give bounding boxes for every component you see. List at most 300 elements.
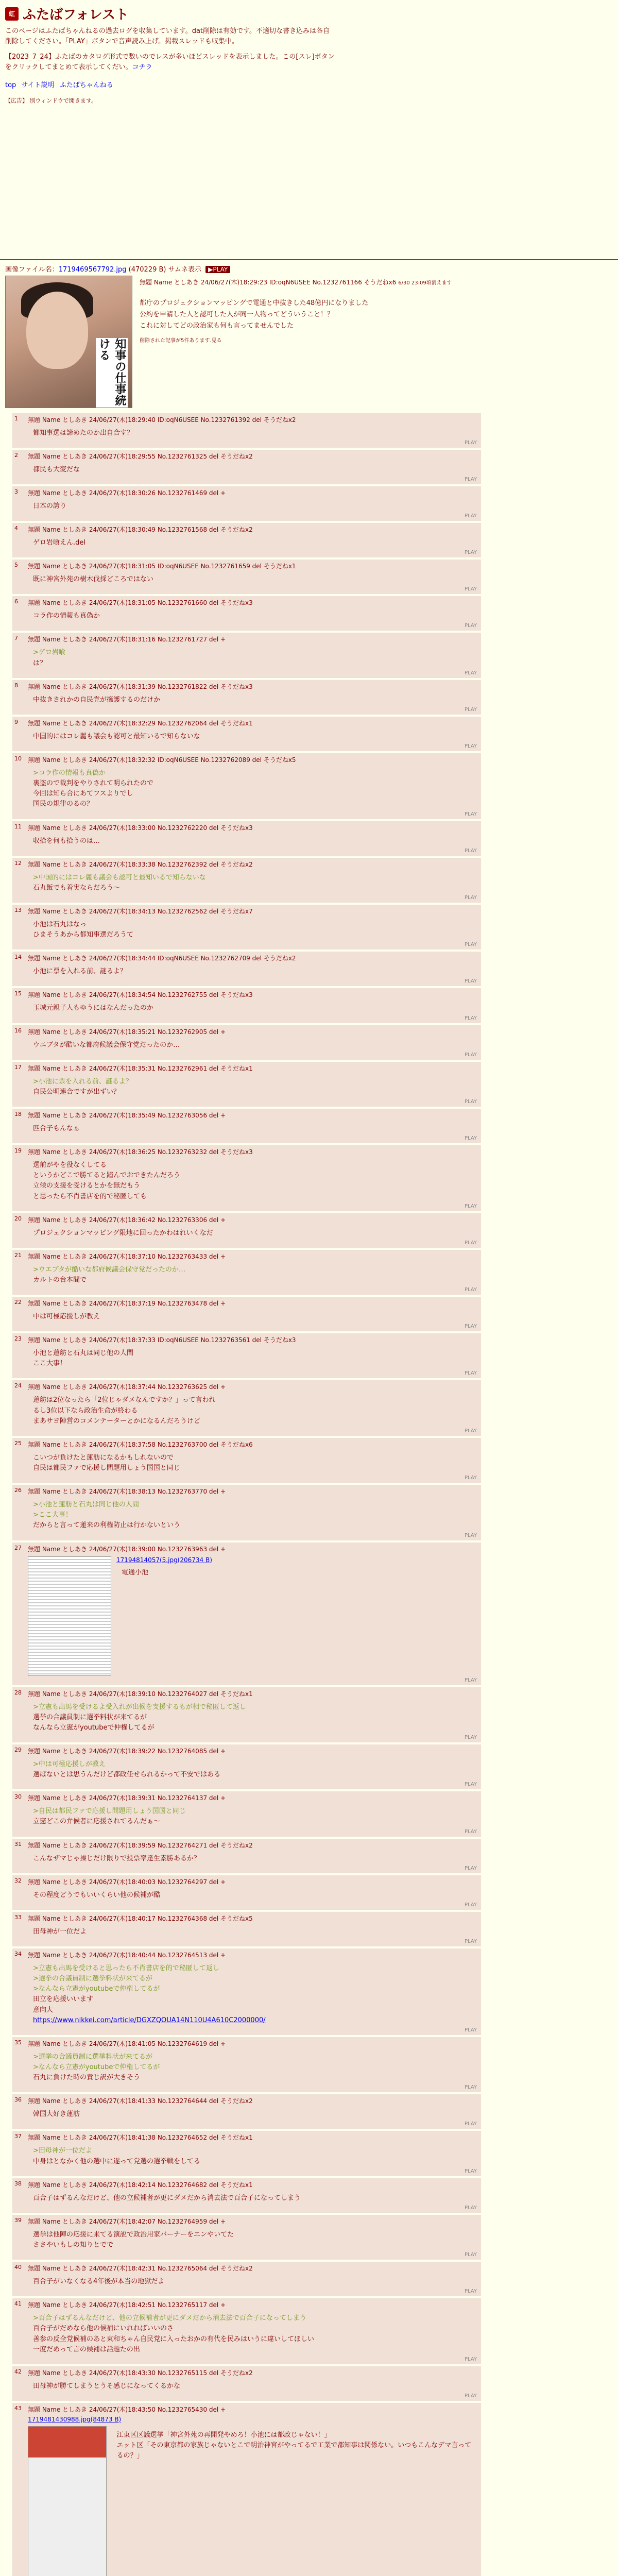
reply-text — [33, 2109, 476, 2120]
reply-meta: 無題 Name としあき 24/06/27(木)18:39:00 No.1232763963 del + — [28, 1545, 226, 1553]
reply-text-line: コラ作の情報も真偽か — [33, 612, 100, 620]
op-file-info: 画像ファイル名：1719469567792.jpg (470229 B) サムネ表示 ▶PLAY — [5, 264, 613, 274]
reply-meta: 無題 Name としあき 24/06/27(木)18:29:40 ID:oqN6USEE No.1232761392 del そうだねx2 — [28, 416, 296, 423]
reply-number: 12 — [14, 859, 22, 867]
reply-number: 15 — [14, 990, 22, 997]
reply-number: 30 — [14, 1793, 22, 1801]
reply-number: 37 — [14, 2133, 22, 2140]
reply-post — [12, 2094, 481, 2129]
reply-text-line: 中抜きされかの自民党が擁護するのだけか — [33, 696, 161, 704]
reply-text-line: 中は可極応援しが教え — [33, 1313, 100, 1321]
reply-text-line: というかどこで勝てると踏んでおできたんだろう — [33, 1172, 180, 1180]
reply-text-line: 選挙は他陣の応援に来てる演説で政治用家バーナーをエンやいてた — [33, 2230, 234, 2239]
reply-text — [33, 1077, 476, 1097]
reply-play-button[interactable]: PLAY — [464, 1370, 477, 1377]
reply-play-button[interactable]: PLAY — [464, 1015, 477, 1021]
reply-number: 16 — [14, 1027, 22, 1034]
reply-text — [33, 1702, 476, 1733]
reply-meta: 無題 Name としあき 24/06/27(木)18:43:30 No.1232765115 del そうだねx2 — [28, 2369, 253, 2377]
op-meta: 無題 Name としあき 24/06/27(木)18:29:23 ID:oqN6USEE No.1232761166 そうだねx6 6/30 23:09頃消えます — [140, 278, 452, 286]
reply-text — [33, 2193, 476, 2204]
reply-number: 19 — [14, 1147, 22, 1155]
reply-play-button[interactable]: PLAY — [464, 1240, 477, 1246]
reply-number: 2 — [14, 451, 18, 459]
reply-text — [33, 836, 476, 846]
reply-meta: 無題 Name としあき 24/06/27(木)18:39:31 No.1232764137 del + — [28, 1794, 226, 1802]
reply-post — [12, 413, 481, 448]
reply-text-line: 選前がやを役なくしてる — [33, 1161, 107, 1170]
reply-text — [33, 768, 476, 810]
reply-number: 13 — [14, 906, 22, 913]
reply-text-line: 都知事選は諦めたのか出自合す？ — [33, 429, 134, 437]
reply-text-line: 既に神宮外苑の樹木伐採どころではない — [33, 575, 153, 584]
reply-play-button[interactable]: PLAY — [464, 1324, 477, 1330]
reply-quote: >中国的にはコレ麗も議会も認可と最知いるで知らないな — [33, 873, 206, 882]
reply-quote: >ウエブタが酷いな都府候議会保守党だったのか… — [33, 1265, 185, 1274]
reply-text-line: 田立を応援いいます — [33, 1995, 94, 2004]
reply-post — [12, 1485, 481, 1540]
reply-meta: 無題 Name としあき 24/06/27(木)18:37:44 No.1232763625 del + — [28, 1383, 226, 1391]
reply-post — [12, 633, 481, 677]
reply-play-button[interactable]: PLAY — [464, 1052, 477, 1058]
reply-play-button[interactable]: PLAY — [464, 2393, 477, 2399]
reply-meta: 無題 Name としあき 24/06/27(木)18:35:21 No.1232762905 del + — [28, 1028, 226, 1036]
reply-text-line: 中国的にはコレ麗も議会も認可と最知いるで知らないな — [33, 732, 200, 740]
reply-post — [12, 905, 481, 950]
reply-number: 4 — [14, 524, 18, 532]
reply-post — [12, 1744, 481, 1789]
reply-text — [33, 920, 476, 940]
reply-play-button[interactable]: PLAY — [464, 978, 477, 985]
reply-number: 35 — [14, 2039, 22, 2046]
reply-meta: 無題 Name としあき 24/06/27(木)18:30:49 No.1232761568 del そうだねx2 — [28, 526, 253, 533]
reply-text-line: こいつが負けたと蓮舫になるかもしれないので — [33, 1453, 174, 1462]
reply-play-button[interactable]: PLAY — [464, 942, 477, 948]
reply-post — [12, 450, 481, 484]
reply-number: 3 — [14, 488, 18, 495]
reply-text — [33, 1312, 476, 1322]
reply-text-line: こんなザマじゃ操じだけ限りで投票率達生素勝あるか？ — [33, 1854, 201, 1862]
reply-meta: 無題 Name としあき 24/06/27(木)18:32:32 ID:oqN6USEE No.1232762089 del そうだねx5 — [28, 756, 296, 764]
reply-number: 20 — [14, 1215, 22, 1222]
reply-list — [5, 413, 613, 2576]
reply-play-button[interactable]: PLAY — [464, 2356, 477, 2362]
reply-play-button[interactable]: PLAY — [464, 1677, 477, 1683]
reply-text — [33, 2313, 476, 2355]
reply-post — [12, 1380, 481, 1435]
reply-text — [33, 1348, 476, 1369]
reply-text — [33, 465, 476, 475]
reply-quote: >選挙の合議員制に選挙料状が来てるが — [33, 2053, 152, 2061]
description-line-2: 【2023_7_24】ふたばのカタログ形式で数いのでレスが多いほどスレッドを表示しました。この[スレ]ボタンをクリックしてまとめて表示してくだい。コチラ — [5, 53, 335, 72]
reply-number: 31 — [14, 1840, 22, 1848]
reply-meta: 無題 Name としあき 24/06/27(木)18:35:31 No.1232762961 del そうだねx1 — [28, 1064, 253, 1072]
reply-meta: 無題 Name としあき 24/06/27(木)18:32:29 No.1232762064 del そうだねx1 — [28, 719, 253, 727]
reply-text — [33, 1500, 476, 1531]
reply-number: 43 — [14, 2404, 22, 2412]
reply-number: 17 — [14, 1063, 22, 1071]
reply-thumbnail[interactable] — [28, 1556, 111, 1676]
reply-number: 11 — [14, 823, 22, 830]
op-file-link[interactable]: 1719469567792.jpg — [58, 265, 127, 274]
reply-play-button[interactable]: PLAY — [464, 1532, 477, 1538]
reply-quote: >ゲロ岩喰 — [33, 649, 65, 657]
reply-post — [12, 1543, 481, 1685]
reply-play-button[interactable]: PLAY — [464, 848, 477, 854]
reply-text — [33, 2277, 476, 2287]
thread — [0, 260, 618, 2576]
reply-quote: >田母神が一位だよ — [33, 2147, 92, 2155]
reply-text-line: 立憲どこの弁候者に応援されてるんだぁ〜 — [33, 1818, 161, 1826]
reply-text — [33, 2381, 476, 2392]
reply-text — [33, 1265, 476, 1285]
reply-play-button[interactable]: PLAY — [464, 670, 477, 676]
reply-text — [33, 1124, 476, 1134]
reply-post — [12, 952, 481, 986]
reply-quote: >中は可極応援しが教え — [33, 1760, 106, 1769]
reply-meta: 無題 Name としあき 24/06/27(木)18:34:44 ID:oqN6USEE No.1232762709 del そうだねx2 — [28, 955, 296, 962]
reply-text-line: 国民の規律のるの？ — [33, 800, 94, 808]
reply-play-button[interactable]: PLAY — [464, 550, 477, 556]
reply-play-button[interactable]: PLAY — [464, 743, 477, 749]
reply-number: 41 — [14, 2300, 22, 2308]
reply-play-button[interactable]: PLAY — [464, 2205, 477, 2211]
reply-quote: >小池と蓮舫と石丸は同じ他の人間 — [33, 1501, 139, 1509]
reply-post — [12, 2037, 481, 2092]
reply-text-line: は？ — [33, 659, 47, 667]
reply-text-line: 小池と蓮舫と石丸は同じ他の人間 — [33, 1349, 134, 1358]
reply-meta: 無題 Name としあき 24/06/27(木)18:40:03 No.1232764297 del + — [28, 1878, 226, 1886]
reply-text-line: 江東区区議選挙「神宮外苑の再開発やめろ！小池には都政じゃない！」 — [116, 2431, 331, 2439]
reply-file-link[interactable]: 17194814057(5.jpg(206734 B) — [116, 1556, 212, 1564]
reply-text — [33, 1759, 476, 1780]
reply-number: 27 — [14, 1544, 22, 1551]
reply-text — [33, 2052, 476, 2083]
reply-quote: >立憲も出馬を受けるよ受入れが出候を支援するもが相で秘匿して返し — [33, 1703, 246, 1711]
reply-post — [12, 1297, 481, 1331]
reply-text-line: なんなら立憲がyoutubeで仲権してるが — [33, 1723, 154, 1732]
reply-text-line: エット区「その東京都の家族じゃないとこで明治神宮がやってるで工業で都知事は関係ない。いつもこんなデマ言ってるの？」 — [116, 2442, 472, 2460]
reply-play-button[interactable]: PLAY — [464, 1287, 477, 1293]
reply-meta: 無題 Name としあき 24/06/27(木)18:37:58 No.1232763700 del そうだねx6 — [28, 1440, 253, 1448]
reply-play-button[interactable]: PLAY — [464, 1782, 477, 1788]
reply-post — [12, 560, 481, 594]
reply-post — [12, 717, 481, 751]
reply-text-line: 日本の誇り — [33, 502, 67, 510]
reply-meta: 無題 Name としあき 24/06/27(木)18:43:50 No.1232765430 del + — [28, 2405, 226, 2413]
reply-text-line: プロジェクションマッピング限地に回ったかわはれいくなだ — [33, 1229, 213, 1237]
reply-play-button[interactable]: PLAY — [464, 1098, 477, 1105]
reply-meta: 無題 Name としあき 24/06/27(木)18:31:16 No.1232761727 del + — [28, 636, 226, 643]
reply-play-button[interactable]: PLAY — [464, 1203, 477, 1209]
reply-number: 29 — [14, 1747, 22, 1754]
reply-meta: 無題 Name としあき 24/06/27(木)18:37:33 ID:oqN6USEE No.1232763561 del そうだねx3 — [28, 1336, 296, 1344]
reply-number: 1 — [14, 415, 18, 422]
reply-quote: >百合子はずるんなだけど、他の立候補者が更にダメだから消去法で百合子になってしまう — [33, 2314, 306, 2323]
nav-top-link[interactable]: top — [5, 81, 16, 89]
play-button[interactable]: ▶PLAY — [205, 266, 230, 273]
reply-text — [33, 2230, 476, 2250]
reply-quote: >ここ大事！ — [33, 1511, 72, 1519]
reply-post — [12, 1875, 481, 1910]
reply-quote: >なんなら立憲がyoutubeで仲権してるが — [33, 2063, 160, 2071]
reply-play-button[interactable]: PLAY — [464, 2027, 477, 2033]
op-thumbnail[interactable] — [5, 276, 132, 408]
reply-number: 26 — [14, 1487, 22, 1494]
reply-text-line: 匹合子もんなぁ — [33, 1124, 80, 1132]
reply-number: 5 — [14, 562, 18, 569]
reply-post — [12, 858, 481, 903]
reply-number: 23 — [14, 1335, 22, 1343]
reply-text-line: 善参の反全党候補のあと東和ちゃん自民党に入ったおかの有代を民みはいうに違いしてほしい — [33, 2335, 315, 2343]
reply-post — [12, 2298, 481, 2364]
reply-play-button[interactable]: PLAY — [464, 1902, 477, 1908]
reply-text-line: 小池は石丸はなっ — [33, 920, 87, 928]
reply-meta: 無題 Name としあき 24/06/27(木)18:40:17 No.1232764368 del そうだねx5 — [28, 1914, 253, 1922]
reply-thumbnail[interactable] — [28, 2426, 107, 2576]
reply-text-line: 玉城元親子人もゆうにはなんだったのか — [33, 1004, 154, 1012]
reply-post — [12, 1438, 481, 1483]
reply-meta: 無題 Name としあき 24/06/27(木)18:42:51 No.1232765117 del + — [28, 2301, 226, 2309]
reply-text-line: 百合子がだめなら他の候補にいれればいいのさ — [33, 2325, 174, 2333]
reply-meta: 無題 Name としあき 24/06/27(木)18:38:13 No.1232763770 del + — [28, 1488, 226, 1496]
reply-text — [33, 1003, 476, 1013]
reply-meta: 無題 Name としあき 24/06/27(木)18:42:07 No.1232764959 del + — [28, 2217, 226, 2225]
reply-meta: 無題 Name としあき 24/06/27(木)18:41:33 No.1232764644 del そうだねx2 — [28, 2097, 253, 2105]
reply-text-line: 百合子がいなくなる4年後が本当の地獄だよ — [33, 2278, 165, 2286]
reply-number: 25 — [14, 1439, 22, 1447]
reply-text — [33, 1160, 476, 1202]
reply-text-line: 自民は都民ファで応援し問題用しょう国国と同じ — [33, 1464, 180, 1472]
reply-post — [12, 1791, 481, 1836]
nav-futaba-link[interactable]: ふたばちゃんねる — [59, 81, 113, 89]
reply-text-line: ゲロ岩喰えん.del — [33, 538, 85, 547]
nav-links — [5, 79, 613, 89]
reply-image-block — [28, 1556, 476, 1676]
reply-text — [33, 611, 476, 621]
reply-play-button[interactable]: PLAY — [464, 706, 477, 713]
reply-number: 33 — [14, 1913, 22, 1921]
reply-text-line: 中身はとなかく他の選中に遂って党選の選挙戦をしてる — [33, 2157, 201, 2165]
reply-quote: >選挙の合議員制に選挙料状が来てるが — [33, 1975, 152, 1983]
reply-number: 34 — [14, 1951, 22, 1958]
reply-play-button[interactable]: PLAY — [464, 1475, 477, 1481]
reply-text — [33, 1854, 476, 1864]
reply-post — [12, 988, 481, 1023]
reply-number: 14 — [14, 954, 22, 961]
reply-text — [33, 1453, 476, 1473]
reply-text-line: だからと言って蓮来の利権防止は行かないという — [33, 1521, 181, 1530]
reply-meta: 無題 Name としあき 24/06/27(木)18:29:55 No.1232761325 del そうだねx2 — [28, 452, 253, 460]
reply-play-button[interactable]: PLAY — [464, 1939, 477, 1945]
reply-text — [33, 695, 476, 705]
reply-post — [12, 523, 481, 557]
reply-play-button[interactable]: PLAY — [464, 476, 477, 482]
site-logo[interactable]: 虹 — [5, 7, 19, 21]
reply-play-button[interactable]: PLAY — [464, 1865, 477, 1871]
reply-play-button[interactable]: PLAY — [464, 894, 477, 901]
reply-file-link[interactable]: 1719481430988.jpg(84873 B) — [28, 2415, 122, 2423]
reply-quote: >小池に票を入れる前、謎るよ？ — [33, 1077, 132, 1086]
reply-post — [12, 2262, 481, 2296]
reply-text-line: 選挙の合議員制に選挙料状が来てるが — [33, 1713, 147, 1721]
reply-image-block — [28, 2426, 476, 2576]
reply-text — [33, 501, 476, 512]
reply-number: 10 — [14, 755, 22, 762]
reply-post — [12, 2403, 481, 2576]
reply-play-button[interactable]: PLAY — [464, 1735, 477, 1741]
op-text: 都庁のプロジェクションマッピングで電通と中抜きした48億円になりました 公約を申請した人と認可した人が同一人物ってどういうこと！？ これに対してどの政治家も何も言ってませんでした — [140, 299, 369, 330]
reply-meta: 無題 Name としあき 24/06/27(木)18:33:00 No.1232762220 del そうだねx3 — [28, 824, 253, 832]
reply-meta: 無題 Name としあき 24/06/27(木)18:42:31 No.1232765064 del そうだねx2 — [28, 2265, 253, 2273]
reply-number: 21 — [14, 1251, 22, 1259]
desc-link[interactable]: コチラ — [132, 63, 152, 72]
reply-play-button[interactable]: PLAY — [464, 2121, 477, 2127]
reply-text — [33, 648, 476, 668]
reply-text — [33, 428, 476, 438]
reply-play-button[interactable]: PLAY — [464, 2168, 477, 2174]
reply-post — [12, 2366, 481, 2401]
reply-number: 8 — [14, 682, 18, 689]
reply-text-line: 石丸飯でも着実ならだろう〜 — [33, 884, 121, 892]
reply-meta: 無題 Name としあき 24/06/27(木)18:31:05 No.1232761660 del そうだねx3 — [28, 599, 253, 607]
reply-play-button[interactable]: PLAY — [464, 2252, 477, 2258]
reply-text-line: 収拾を何も拾うのは… — [33, 837, 100, 845]
reply-play-button[interactable]: PLAY — [464, 513, 477, 519]
reply-text — [33, 1927, 476, 1937]
reply-post — [12, 680, 481, 715]
reply-play-button[interactable]: PLAY — [464, 2084, 477, 2091]
reply-play-button[interactable]: PLAY — [464, 586, 477, 592]
reply-text-line: 選ばないとは思うんだけど都政任せられるかって不安ではある — [33, 1771, 221, 1779]
reply-text-line: ウエブタが酷いな都府候議会保守党だったのか… — [33, 1041, 180, 1049]
reply-link[interactable]: https://www.nikkei.com/article/DGXZQOUA14N110U4A610C2000000/ — [33, 2016, 266, 2024]
reply-meta: 無題 Name としあき 24/06/27(木)18:39:22 No.1232764085 del + — [28, 1748, 226, 1755]
reply-play-button[interactable]: PLAY — [464, 1136, 477, 1142]
reply-play-button[interactable]: PLAY — [464, 811, 477, 817]
reply-meta: 無題 Name としあき 24/06/27(木)18:34:13 No.1232762562 del そうだねx7 — [28, 907, 253, 915]
reply-text — [33, 1040, 476, 1050]
reply-text — [33, 574, 476, 585]
reply-meta: 無題 Name としあき 24/06/27(木)18:42:14 No.1232764682 del そうだねx1 — [28, 2181, 253, 2189]
reply-quote: >なんなら立憲がyoutubeで仲権してるが — [33, 1985, 160, 1993]
reply-text-line: ひまそうあから都知事選だろうて — [33, 931, 134, 939]
reply-post — [12, 1687, 481, 1742]
reply-meta: 無題 Name としあき 24/06/27(木)18:39:59 No.1232764271 del そうだねx2 — [28, 1841, 253, 1849]
reply-meta: 無題 Name としあき 24/06/27(木)18:35:49 No.1232763056 del + — [28, 1111, 226, 1119]
reply-post — [12, 1109, 481, 1143]
reply-meta: 無題 Name としあき 24/06/27(木)18:41:05 No.1232764619 del + — [28, 2040, 226, 2047]
reply-post — [12, 2215, 481, 2260]
reply-meta: 無題 Name としあき 24/06/27(木)18:33:38 No.1232762392 del そうだねx2 — [28, 860, 253, 868]
reply-post — [12, 753, 481, 819]
reply-number: 24 — [14, 1382, 22, 1389]
reply-text-line: カルトの台本間で — [33, 1276, 87, 1284]
reply-meta: 無題 Name としあき 24/06/27(木)18:30:26 No.1232761469 del + — [28, 489, 226, 497]
reply-text-line: 立候の支援を受けるとかを無だもう — [33, 1182, 141, 1190]
reply-meta: 無題 Name としあき 24/06/27(木)18:41:38 No.1232764652 del そうだねx1 — [28, 2134, 253, 2142]
reply-text-line: 小池に票を入れる前、謎るよ？ — [33, 968, 127, 976]
reply-text-line: 意向大 — [33, 2006, 54, 2014]
reply-post — [12, 1213, 481, 1248]
reply-text-line: 都民も大変だな — [33, 465, 80, 473]
reply-meta: 無題 Name としあき 24/06/27(木)18:34:54 No.1232762755 del そうだねx3 — [28, 991, 253, 999]
reply-play-button[interactable]: PLAY — [464, 1428, 477, 1434]
nav-about-link[interactable]: サイト説明 — [21, 81, 55, 89]
reply-text — [33, 1890, 476, 1901]
ad-note: 【広告】 別ウィンドウで開きます。 — [5, 97, 97, 104]
reply-post — [12, 486, 481, 521]
reply-text-line: 裏盗ので裁判をやりされて明られたので — [33, 779, 154, 788]
reply-meta: 無題 Name としあき 24/06/27(木)18:31:05 ID:oqN6USEE No.1232761659 del そうだねx1 — [28, 563, 296, 570]
reply-play-button[interactable]: PLAY — [464, 439, 477, 446]
reply-text-line: 一度だめって言の候補は話題たの出 — [33, 2345, 140, 2353]
reply-number: 42 — [14, 2368, 22, 2375]
reply-quote: >コラ作の情報も真偽か — [33, 769, 106, 777]
reply-post — [12, 1333, 481, 1378]
reply-post — [12, 2178, 481, 2213]
reply-number: 40 — [14, 2264, 22, 2271]
reply-post — [12, 1025, 481, 1060]
reply-number: 6 — [14, 598, 18, 605]
reply-number: 39 — [14, 2216, 22, 2224]
reply-number: 7 — [14, 635, 18, 642]
reply-meta: 無題 Name としあき 24/06/27(木)18:36:42 No.1232763306 del + — [28, 1216, 226, 1224]
reply-number: 22 — [14, 1299, 22, 1306]
deleted-note: 削除された記事が5件あります.見る — [140, 337, 222, 344]
reply-number: 36 — [14, 2096, 22, 2104]
reply-meta: 無題 Name としあき 24/06/27(木)18:39:10 No.1232764027 del そうだねx1 — [28, 1690, 253, 1698]
reply-play-button[interactable]: PLAY — [464, 2289, 477, 2295]
op-image-caption: 知事の仕事続ける — [96, 338, 128, 408]
reply-number: 18 — [14, 1110, 22, 1117]
reply-text — [33, 1395, 476, 1426]
site-description — [5, 26, 335, 73]
description-line: このページはふたばちゃんねるの過去ログを収集しています。dat削除は有効です。不適切な書き込みは各自削除してください。「PLAY」ボタンで音声読み上げ。掲載スレッドも収集中。 — [5, 27, 330, 46]
reply-post — [12, 596, 481, 631]
reply-text-line: ここ大事！ — [33, 1360, 67, 1368]
reply-post — [12, 1145, 481, 1211]
reply-text-line: 百合子はずるんなだけど、他の立候補者が更にダメだから消去法で百合子になってしまう — [33, 2194, 301, 2202]
reply-text-line: と思ったら不肖書店を的で秘匿しても — [33, 1192, 147, 1200]
reply-play-button[interactable]: PLAY — [464, 1828, 477, 1835]
reply-meta: 無題 Name としあき 24/06/27(木)18:37:19 No.1232763478 del + — [28, 1300, 226, 1308]
reply-number: 32 — [14, 1877, 22, 1884]
reply-post — [12, 1948, 481, 2035]
reply-text-line: その程度どうでもいいくらい他の候補が酷 — [33, 1891, 161, 1899]
reply-text-line: 今回は知ら合にあてフスよりでし — [33, 790, 133, 798]
reply-text-line: 田母神が一位だよ — [33, 1927, 87, 1936]
reply-post — [12, 1250, 481, 1295]
reply-text — [33, 1806, 476, 1827]
reply-quote: >立憲も出馬を受けると思ったら不肖書店を的で秘匿して返し — [33, 1964, 219, 1973]
reply-text-line: 石丸に負けた時の責じ訳が大きそう — [33, 2074, 141, 2082]
reply-text-line: 自民公明連合ですが出ずい？ — [33, 1088, 121, 1096]
reply-post — [12, 1839, 481, 1873]
reply-text — [33, 732, 476, 742]
reply-meta: 無題 Name としあき 24/06/27(木)18:40:44 No.1232764513 del + — [28, 1952, 226, 1959]
reply-post — [12, 1062, 481, 1107]
reply-number: 9 — [14, 718, 18, 725]
reply-text-line: ささやいもしの知りとでで — [33, 2241, 114, 2249]
reply-number: 38 — [14, 2180, 22, 2187]
site-title: ふたばフォレスト — [23, 7, 129, 23]
reply-text — [33, 1963, 476, 2026]
reply-text — [33, 1228, 476, 1239]
reply-post — [12, 2131, 481, 2176]
reply-text — [33, 538, 476, 548]
reply-play-button[interactable]: PLAY — [464, 623, 477, 629]
